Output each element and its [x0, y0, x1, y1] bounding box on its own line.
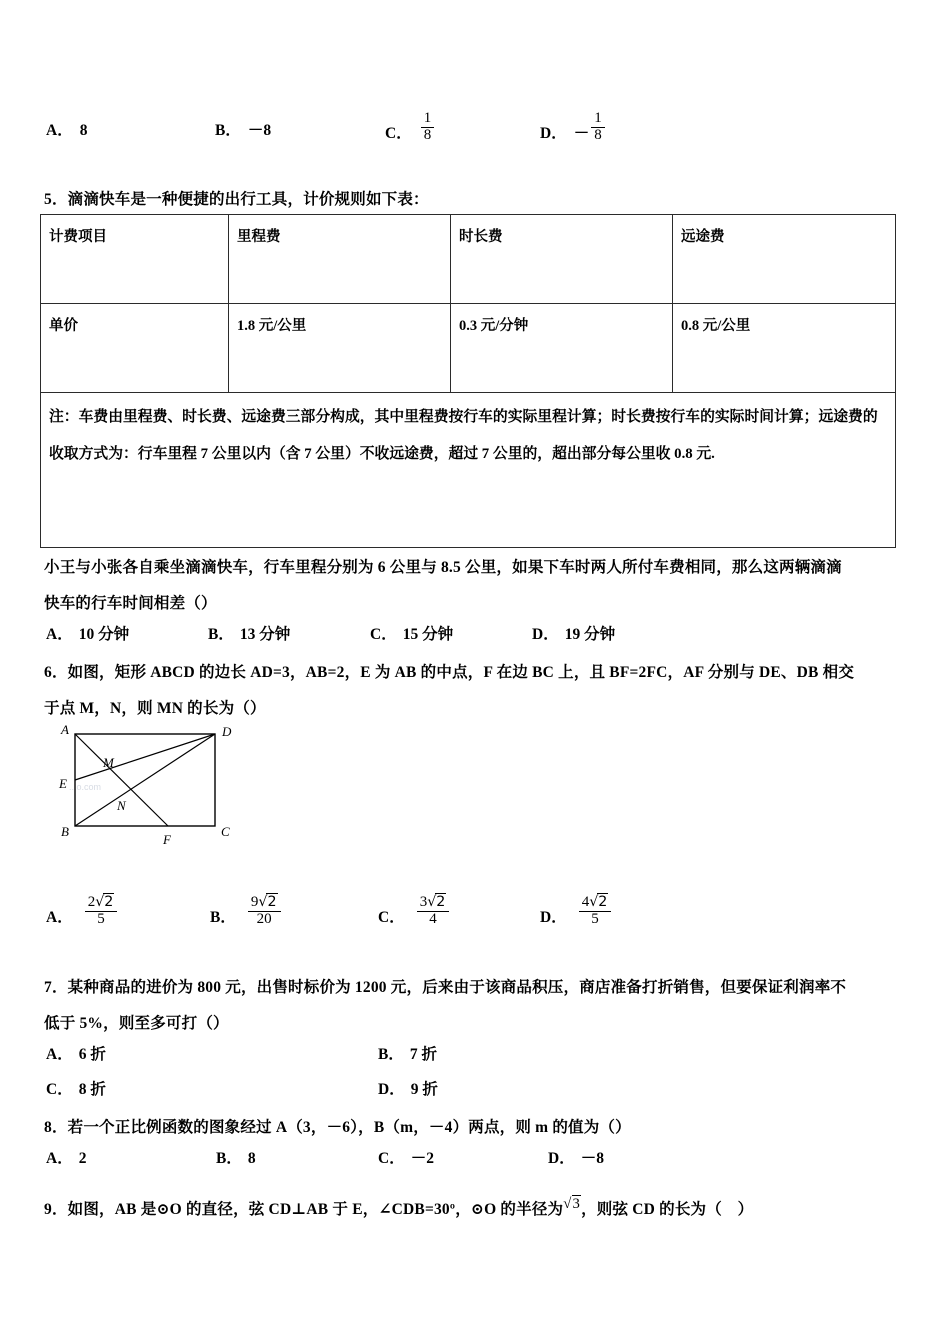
- q5-followup-line1: 小王与小张各自乘坐滴滴快车，行车里程分别为 6 公里与 8.5 公里，如果下车时两人所付车费相同，那么这两辆滴滴: [44, 559, 842, 576]
- q4-option-d-sign: －: [573, 124, 590, 142]
- table-cell-unitprice-label: 单价: [41, 304, 229, 393]
- q8-option-c: [378, 1146, 434, 1168]
- q9-stem-after: ，则弦 CD 的长为（ ）: [581, 1201, 754, 1218]
- q6-option-d-label: D．: [540, 908, 567, 926]
- figure-label-D: D: [222, 724, 232, 739]
- q5-option-b-text: 13 分钟: [239, 626, 291, 643]
- q5-option-b-label: B．: [208, 626, 234, 643]
- figure-label-F: F: [163, 832, 171, 846]
- q8-option-a-label: A．: [46, 1150, 73, 1167]
- q8-option-d: [548, 1146, 604, 1168]
- q4-option-a: [46, 118, 87, 140]
- q6-option-d-fraction: [579, 895, 612, 928]
- q5-option-d: [532, 622, 615, 644]
- q6-option-b-fraction: [248, 895, 281, 928]
- table-row-header: [41, 215, 896, 304]
- q7-option-c-text: 8 折: [78, 1081, 106, 1098]
- q8-option-c-label: C．: [378, 1150, 405, 1167]
- q6-stem-line1: 6．如图，矩形 ABCD 的边长 AD=3，AB=2，E 为 AB 的中点，F 在边 BC 上，且 BF=2FC，AF 分别与 DE、DB 相交: [44, 664, 855, 681]
- q5-option-a-text: 10 分钟: [78, 626, 130, 643]
- q4-option-b: [215, 118, 271, 140]
- q5-option-c: [370, 622, 453, 644]
- q8-option-b-text: 8: [247, 1150, 256, 1167]
- radicand: 2: [436, 894, 446, 911]
- q4-option-d-label: D．: [540, 124, 567, 142]
- q4-option-d: [540, 110, 607, 151]
- sqrt-icon: √2: [258, 894, 277, 911]
- q5-option-a: [46, 622, 129, 644]
- q5-followup-line2: 快车的行车时间相差（）: [44, 595, 217, 612]
- q7-option-d: [378, 1077, 438, 1099]
- q7-option-a-label: A．: [46, 1046, 73, 1063]
- q6-option-a-fraction: [85, 895, 118, 928]
- q9-stem-before: 9．如图，AB 是⊙O 的直径，弦 CD⊥AB 于 E，∠CDB=30º，⊙O 的半径为: [44, 1201, 564, 1218]
- sqrt-icon: √2: [95, 894, 114, 911]
- fraction-numerator: 1: [591, 111, 605, 128]
- pricing-rules-table: [40, 214, 896, 548]
- q8-option-b: [216, 1146, 256, 1168]
- q7-option-b-text: 7 折: [409, 1046, 437, 1063]
- q6-option-d: [540, 894, 613, 935]
- fraction-numerator: [417, 895, 450, 912]
- q8-option-c-text: －2: [410, 1150, 434, 1167]
- q5-option-c-text: 15 分钟: [402, 626, 454, 643]
- table-header-duration: 时长费: [451, 215, 673, 304]
- q6-rectangle-figure: [55, 722, 255, 846]
- q6-option-a-label: A．: [46, 908, 73, 926]
- table-cell-mileage-price: 1.8 元/公里: [229, 304, 451, 393]
- q4-option-c-fraction: [421, 111, 435, 144]
- fraction-numerator: [579, 895, 612, 912]
- q6-option-c-label: C．: [378, 908, 405, 926]
- radicand: 2: [104, 894, 114, 911]
- fraction-numerator: [248, 895, 281, 912]
- q7-stem-line1: 7．某种商品的进价为 800 元，出售时标价为 1200 元，后来由于该商品积压，商店准备打折销售，但要保证利润率不: [44, 979, 847, 996]
- q8-stem: 8．若一个正比例函数的图象经过 A（3，－6），B（m，－4）两点，则 m 的值为（）: [44, 1119, 631, 1136]
- q8-option-a: [46, 1146, 86, 1168]
- q4-option-c: [385, 110, 436, 151]
- table-cell-duration-price: 0.3 元/分钟: [451, 304, 673, 393]
- q6-option-a: [46, 894, 119, 935]
- figure-label-A: A: [61, 722, 69, 737]
- q5-option-d-text: 19 分钟: [564, 626, 616, 643]
- q8-option-b-label: B．: [216, 1150, 242, 1167]
- figure-label-C: C: [221, 824, 230, 839]
- q9-stem: [44, 1192, 753, 1228]
- coefficient: 3: [419, 894, 428, 911]
- q7-option-c: [46, 1077, 106, 1099]
- q8-option-d-text: －8: [580, 1150, 604, 1167]
- q4-option-b-label: B．: [215, 122, 241, 139]
- q4-option-b-value: －8: [247, 122, 272, 139]
- q6-option-c-fraction: [417, 895, 450, 928]
- q5-option-d-label: D．: [532, 626, 559, 643]
- q6-option-b-label: B．: [210, 908, 236, 926]
- table-header-longdistance: 远途费: [673, 215, 896, 304]
- q4-option-a-value: 8: [79, 122, 88, 139]
- q7-option-c-label: C．: [46, 1081, 73, 1098]
- q4-option-d-fraction: [591, 111, 605, 144]
- q7-option-d-label: D．: [378, 1081, 405, 1098]
- q6-option-c: [378, 894, 451, 935]
- fraction-numerator: 1: [421, 111, 435, 128]
- figure-label-M: M: [103, 755, 114, 770]
- fraction-denominator: 8: [594, 127, 602, 143]
- radicand: 2: [267, 894, 277, 911]
- q7-option-d-text: 9 折: [410, 1081, 438, 1098]
- q5-option-a-label: A．: [46, 626, 73, 643]
- q7-option-b: [378, 1042, 437, 1064]
- table-header-mileage: 里程费: [229, 215, 451, 304]
- coefficient: 9: [250, 894, 259, 911]
- fraction-denominator: 20: [256, 911, 272, 927]
- sqrt-icon: √3: [563, 1195, 581, 1212]
- sqrt-icon: √2: [427, 894, 446, 911]
- sqrt-icon: √2: [589, 894, 608, 911]
- fraction-denominator: 8: [423, 127, 432, 143]
- fraction-denominator: 5: [591, 911, 599, 927]
- fraction-denominator: 4: [429, 911, 437, 927]
- table-header-item: 计费项目: [41, 215, 229, 304]
- q5-option-c-label: C．: [370, 626, 397, 643]
- figure-label-N: N: [117, 798, 126, 813]
- q7-option-a-text: 6 折: [78, 1046, 106, 1063]
- table-row-unitprice: [41, 304, 896, 393]
- fraction-denominator: 5: [97, 911, 105, 927]
- q6-option-b: [210, 894, 283, 935]
- q5-option-b: [208, 622, 290, 644]
- radicand: 3: [572, 1195, 581, 1212]
- q5-stem: 5．滴滴快车是一种便捷的出行工具，计价规则如下表：: [44, 191, 429, 208]
- table-row-note: [41, 393, 896, 548]
- figure-watermark: ...o.com: [69, 782, 102, 792]
- q7-option-b-label: B．: [378, 1046, 404, 1063]
- q7-option-a: [46, 1042, 106, 1064]
- figure-label-B: B: [61, 824, 69, 839]
- radicand: 2: [598, 894, 608, 911]
- table-cell-longdistance-price: 0.8 元/公里: [673, 304, 896, 393]
- figure-label-E: E: [59, 776, 67, 791]
- q8-option-a-text: 2: [78, 1150, 87, 1167]
- coefficient: 2: [87, 894, 96, 911]
- q4-option-c-label: C．: [385, 124, 412, 142]
- table-cell-note: 注：车费由里程费、时长费、远途费三部分构成，其中里程费按行车的实际里程计算；时长费按行车的实际时间计算；远途费的收取方式为：行车里程 7 公里以内（含 7 公里）不收远途费，超过 7 公里的，超出部分每公里收 0.8 元.: [41, 393, 896, 548]
- coefficient: 4: [581, 894, 590, 911]
- q6-stem-line2: 于点 M，N，则 MN 的长为（）: [44, 700, 266, 717]
- q4-option-a-label: A．: [46, 122, 73, 139]
- q7-stem-line2: 低于 5%，则至多可打（）: [44, 1015, 229, 1032]
- fraction-numerator: [85, 895, 118, 912]
- q8-option-d-label: D．: [548, 1150, 575, 1167]
